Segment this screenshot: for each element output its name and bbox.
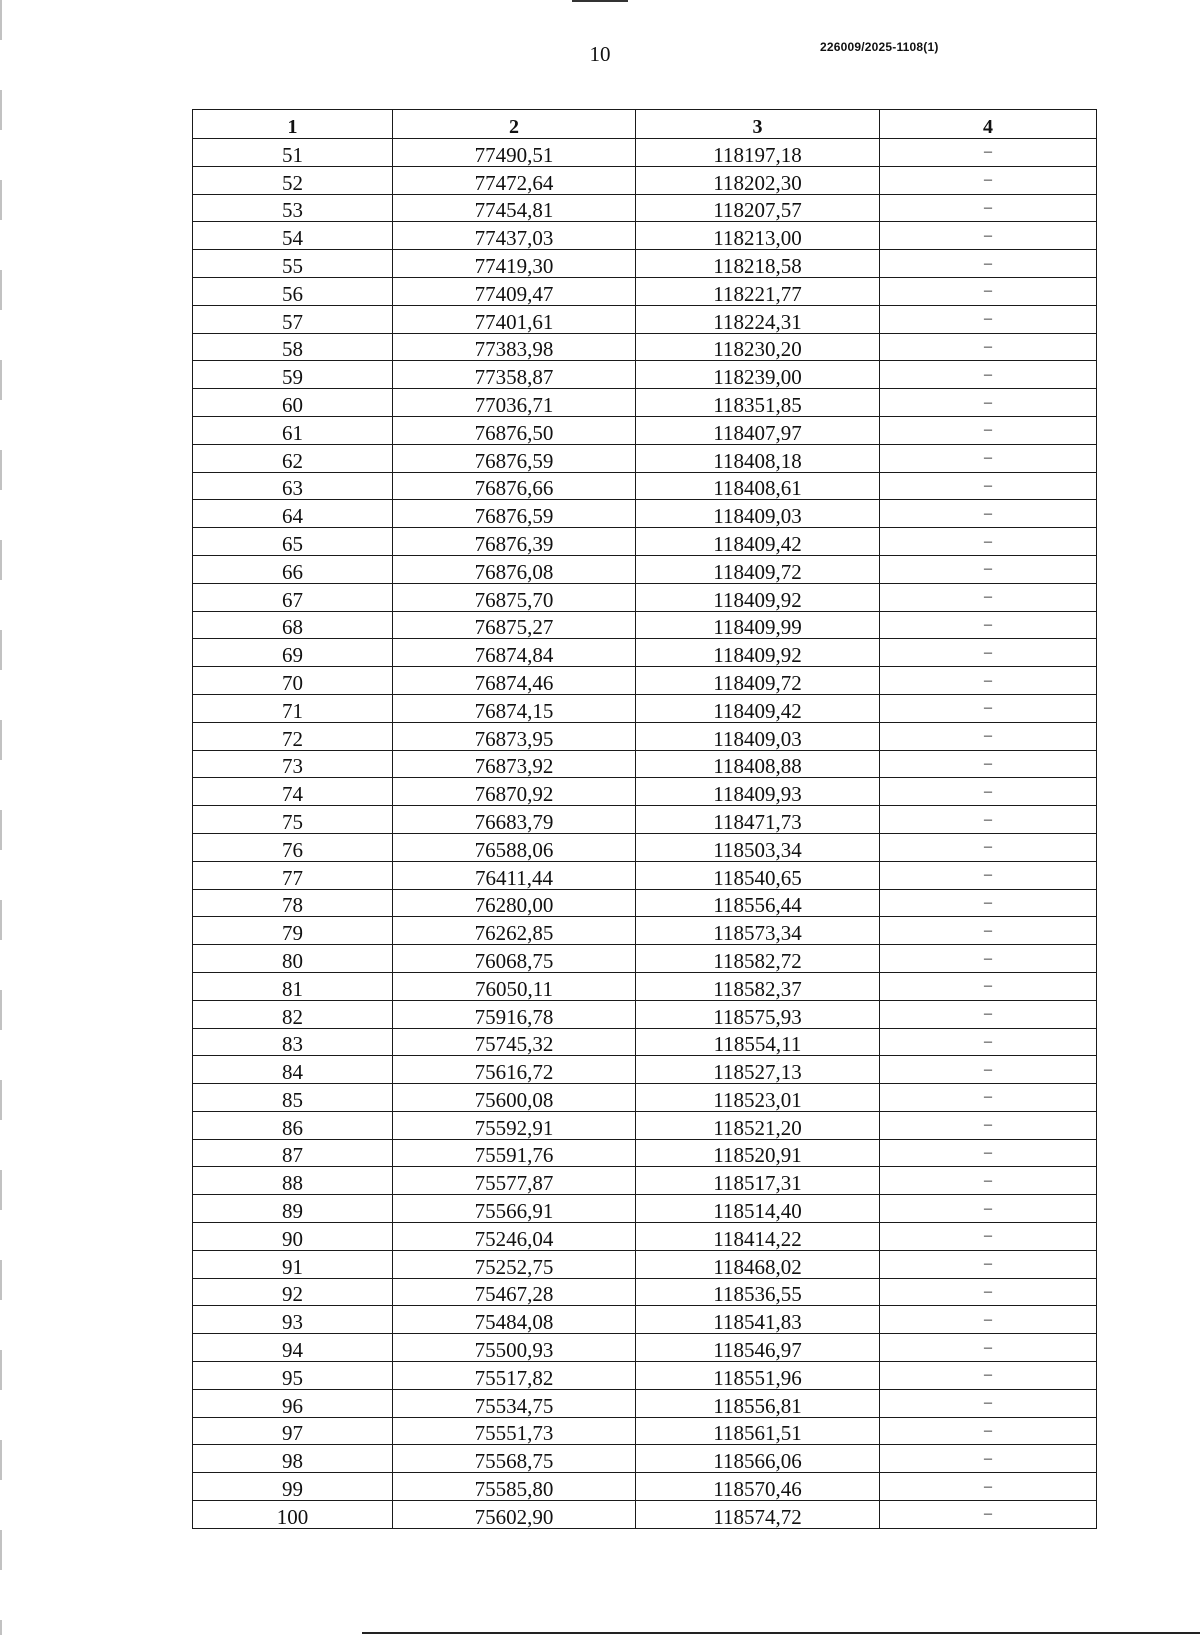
table-row [193, 333, 1097, 361]
point-number-cell: 65 [193, 528, 393, 556]
point-number-cell: 70 [193, 667, 393, 695]
y-coordinate-cell: 118523,01 [636, 1084, 880, 1112]
y-coordinate-cell: 118582,37 [636, 972, 880, 1000]
point-number-cell: 77 [193, 861, 393, 889]
x-coordinate-cell: 75577,87 [393, 1167, 636, 1195]
document-id: 226009/2025-1108(1) [820, 40, 939, 54]
table-row [193, 222, 1097, 250]
point-number-cell: 59 [193, 361, 393, 389]
point-number-cell: 66 [193, 555, 393, 583]
x-coordinate-cell: 76050,11 [393, 972, 636, 1000]
x-coordinate-cell: 77036,71 [393, 389, 636, 417]
x-coordinate-cell: 76683,79 [393, 806, 636, 834]
x-coordinate-cell: 77454,81 [393, 194, 636, 222]
note-cell: – [880, 1028, 1097, 1056]
y-coordinate-cell: 118409,93 [636, 778, 880, 806]
y-coordinate-cell: 118546,97 [636, 1334, 880, 1362]
note-cell: – [880, 1056, 1097, 1084]
x-coordinate-cell: 76068,75 [393, 945, 636, 973]
table-row [193, 250, 1097, 278]
y-coordinate-cell: 118213,00 [636, 222, 880, 250]
y-coordinate-cell: 118570,46 [636, 1473, 880, 1501]
point-number-cell: 80 [193, 945, 393, 973]
note-cell: – [880, 1417, 1097, 1445]
x-coordinate-cell: 76874,46 [393, 667, 636, 695]
table-row [193, 1278, 1097, 1306]
point-number-cell: 81 [193, 972, 393, 1000]
note-cell: – [880, 1362, 1097, 1390]
point-number-cell: 84 [193, 1056, 393, 1084]
note-cell: – [880, 194, 1097, 222]
note-cell: – [880, 861, 1097, 889]
table-row [193, 750, 1097, 778]
y-coordinate-cell: 118409,03 [636, 500, 880, 528]
note-cell: – [880, 139, 1097, 167]
note-cell: – [880, 1167, 1097, 1195]
x-coordinate-cell: 75500,93 [393, 1334, 636, 1362]
y-coordinate-cell: 118230,20 [636, 333, 880, 361]
x-coordinate-cell: 76588,06 [393, 833, 636, 861]
point-number-cell: 60 [193, 389, 393, 417]
table-body [193, 139, 1097, 1529]
x-coordinate-cell: 76262,85 [393, 917, 636, 945]
column-header-1: 1 [193, 110, 393, 139]
x-coordinate-cell: 77358,87 [393, 361, 636, 389]
point-number-cell: 56 [193, 277, 393, 305]
note-cell: – [880, 416, 1097, 444]
x-coordinate-cell: 76873,95 [393, 722, 636, 750]
x-coordinate-cell: 76870,92 [393, 778, 636, 806]
table-row [193, 861, 1097, 889]
note-cell: – [880, 806, 1097, 834]
coordinates-table-container [192, 109, 1096, 1529]
y-coordinate-cell: 118521,20 [636, 1111, 880, 1139]
note-cell: – [880, 528, 1097, 556]
x-coordinate-cell: 76876,08 [393, 555, 636, 583]
note-cell: – [880, 667, 1097, 695]
table-row [193, 1250, 1097, 1278]
table-row [193, 694, 1097, 722]
y-coordinate-cell: 118561,51 [636, 1417, 880, 1445]
note-cell: – [880, 694, 1097, 722]
note-cell: – [880, 1139, 1097, 1167]
y-coordinate-cell: 118408,88 [636, 750, 880, 778]
note-cell: – [880, 1306, 1097, 1334]
note-cell: – [880, 778, 1097, 806]
table-row [193, 1445, 1097, 1473]
point-number-cell: 58 [193, 333, 393, 361]
x-coordinate-cell: 75551,73 [393, 1417, 636, 1445]
header-row [193, 110, 1097, 139]
table-row [193, 1084, 1097, 1112]
y-coordinate-cell: 118239,00 [636, 361, 880, 389]
table-row [193, 194, 1097, 222]
x-coordinate-cell: 75616,72 [393, 1056, 636, 1084]
column-header-4: 4 [880, 110, 1097, 139]
table-row [193, 806, 1097, 834]
point-number-cell: 68 [193, 611, 393, 639]
note-cell: – [880, 250, 1097, 278]
y-coordinate-cell: 118409,99 [636, 611, 880, 639]
point-number-cell: 94 [193, 1334, 393, 1362]
point-number-cell: 69 [193, 639, 393, 667]
table-row [193, 1501, 1097, 1529]
y-coordinate-cell: 118517,31 [636, 1167, 880, 1195]
point-number-cell: 61 [193, 416, 393, 444]
point-number-cell: 75 [193, 806, 393, 834]
note-cell: – [880, 277, 1097, 305]
point-number-cell: 99 [193, 1473, 393, 1501]
y-coordinate-cell: 118409,92 [636, 639, 880, 667]
x-coordinate-cell: 75252,75 [393, 1250, 636, 1278]
x-coordinate-cell: 76876,50 [393, 416, 636, 444]
point-number-cell: 85 [193, 1084, 393, 1112]
x-coordinate-cell: 76876,66 [393, 472, 636, 500]
note-cell: – [880, 639, 1097, 667]
y-coordinate-cell: 118409,72 [636, 667, 880, 695]
note-cell: – [880, 1195, 1097, 1223]
y-coordinate-cell: 118221,77 [636, 277, 880, 305]
point-number-cell: 90 [193, 1223, 393, 1251]
point-number-cell: 62 [193, 444, 393, 472]
x-coordinate-cell: 76875,70 [393, 583, 636, 611]
x-coordinate-cell: 76876,59 [393, 500, 636, 528]
x-coordinate-cell: 75585,80 [393, 1473, 636, 1501]
y-coordinate-cell: 118573,34 [636, 917, 880, 945]
x-coordinate-cell: 75517,82 [393, 1362, 636, 1390]
y-coordinate-cell: 118351,85 [636, 389, 880, 417]
point-number-cell: 79 [193, 917, 393, 945]
y-coordinate-cell: 118409,03 [636, 722, 880, 750]
table-row [193, 917, 1097, 945]
note-cell: – [880, 750, 1097, 778]
x-coordinate-cell: 77472,64 [393, 166, 636, 194]
bottom-scan-rule [362, 1632, 1200, 1634]
x-coordinate-cell: 76876,39 [393, 528, 636, 556]
point-number-cell: 67 [193, 583, 393, 611]
x-coordinate-cell: 77490,51 [393, 139, 636, 167]
x-coordinate-cell: 76411,44 [393, 861, 636, 889]
table-row [193, 500, 1097, 528]
point-number-cell: 91 [193, 1250, 393, 1278]
note-cell: – [880, 917, 1097, 945]
y-coordinate-cell: 118556,44 [636, 889, 880, 917]
y-coordinate-cell: 118197,18 [636, 139, 880, 167]
note-cell: – [880, 1084, 1097, 1112]
note-cell: – [880, 1445, 1097, 1473]
y-coordinate-cell: 118503,34 [636, 833, 880, 861]
note-cell: – [880, 1000, 1097, 1028]
x-coordinate-cell: 75745,32 [393, 1028, 636, 1056]
note-cell: – [880, 889, 1097, 917]
y-coordinate-cell: 118409,92 [636, 583, 880, 611]
point-number-cell: 76 [193, 833, 393, 861]
y-coordinate-cell: 118551,96 [636, 1362, 880, 1390]
table-row [193, 1417, 1097, 1445]
table-row [193, 972, 1097, 1000]
x-coordinate-cell: 76876,59 [393, 444, 636, 472]
table-row [193, 166, 1097, 194]
table-row [193, 639, 1097, 667]
x-coordinate-cell: 75246,04 [393, 1223, 636, 1251]
table-row [193, 1306, 1097, 1334]
y-coordinate-cell: 118202,30 [636, 166, 880, 194]
y-coordinate-cell: 118409,42 [636, 528, 880, 556]
table-row [193, 1389, 1097, 1417]
note-cell: – [880, 1223, 1097, 1251]
x-coordinate-cell: 75916,78 [393, 1000, 636, 1028]
y-coordinate-cell: 118536,55 [636, 1278, 880, 1306]
y-coordinate-cell: 118414,22 [636, 1223, 880, 1251]
point-number-cell: 89 [193, 1195, 393, 1223]
y-coordinate-cell: 118541,83 [636, 1306, 880, 1334]
page-number: 10 [589, 42, 611, 66]
table-row [193, 305, 1097, 333]
table-header [193, 110, 1097, 139]
note-cell: – [880, 1389, 1097, 1417]
table-row [193, 389, 1097, 417]
note-cell: – [880, 361, 1097, 389]
point-number-cell: 87 [193, 1139, 393, 1167]
point-number-cell: 97 [193, 1417, 393, 1445]
table-row [193, 1473, 1097, 1501]
table-row [193, 833, 1097, 861]
table-row [193, 667, 1097, 695]
y-coordinate-cell: 118207,57 [636, 194, 880, 222]
table-row [193, 778, 1097, 806]
point-number-cell: 83 [193, 1028, 393, 1056]
note-cell: – [880, 945, 1097, 973]
y-coordinate-cell: 118408,18 [636, 444, 880, 472]
table-row [193, 889, 1097, 917]
x-coordinate-cell: 76874,15 [393, 694, 636, 722]
table-row [193, 1028, 1097, 1056]
x-coordinate-cell: 75592,91 [393, 1111, 636, 1139]
x-coordinate-cell: 77419,30 [393, 250, 636, 278]
note-cell: – [880, 500, 1097, 528]
point-number-cell: 96 [193, 1389, 393, 1417]
note-cell: – [880, 222, 1097, 250]
table-row [193, 722, 1097, 750]
y-coordinate-cell: 118471,73 [636, 806, 880, 834]
point-number-cell: 51 [193, 139, 393, 167]
note-cell: – [880, 333, 1097, 361]
y-coordinate-cell: 118224,31 [636, 305, 880, 333]
note-cell: – [880, 1111, 1097, 1139]
note-cell: – [880, 472, 1097, 500]
note-cell: – [880, 305, 1097, 333]
note-cell: – [880, 444, 1097, 472]
note-cell: – [880, 972, 1097, 1000]
x-coordinate-cell: 75484,08 [393, 1306, 636, 1334]
x-coordinate-cell: 75566,91 [393, 1195, 636, 1223]
x-coordinate-cell: 75534,75 [393, 1389, 636, 1417]
point-number-cell: 92 [193, 1278, 393, 1306]
x-coordinate-cell: 75600,08 [393, 1084, 636, 1112]
point-number-cell: 73 [193, 750, 393, 778]
table-row [193, 1056, 1097, 1084]
point-number-cell: 72 [193, 722, 393, 750]
table-row [193, 472, 1097, 500]
point-number-cell: 74 [193, 778, 393, 806]
note-cell: – [880, 833, 1097, 861]
table-row [193, 139, 1097, 167]
note-cell: – [880, 1334, 1097, 1362]
point-number-cell: 71 [193, 694, 393, 722]
point-number-cell: 86 [193, 1111, 393, 1139]
x-coordinate-cell: 76280,00 [393, 889, 636, 917]
point-number-cell: 64 [193, 500, 393, 528]
x-coordinate-cell: 75568,75 [393, 1445, 636, 1473]
point-number-cell: 54 [193, 222, 393, 250]
y-coordinate-cell: 118575,93 [636, 1000, 880, 1028]
y-coordinate-cell: 118408,61 [636, 472, 880, 500]
note-cell: – [880, 1473, 1097, 1501]
x-coordinate-cell: 75591,76 [393, 1139, 636, 1167]
table-row [193, 1111, 1097, 1139]
y-coordinate-cell: 118409,42 [636, 694, 880, 722]
coordinates-table [192, 109, 1097, 1529]
note-cell: – [880, 722, 1097, 750]
point-number-cell: 57 [193, 305, 393, 333]
table-row [193, 945, 1097, 973]
point-number-cell: 78 [193, 889, 393, 917]
table-row [193, 444, 1097, 472]
note-cell: – [880, 555, 1097, 583]
note-cell: – [880, 166, 1097, 194]
note-cell: – [880, 1278, 1097, 1306]
point-number-cell: 88 [193, 1167, 393, 1195]
column-header-3: 3 [636, 110, 880, 139]
x-coordinate-cell: 75602,90 [393, 1501, 636, 1529]
y-coordinate-cell: 118566,06 [636, 1445, 880, 1473]
point-number-cell: 93 [193, 1306, 393, 1334]
point-number-cell: 63 [193, 472, 393, 500]
table-row [193, 1167, 1097, 1195]
y-coordinate-cell: 118409,72 [636, 555, 880, 583]
note-cell: – [880, 1501, 1097, 1529]
point-number-cell: 52 [193, 166, 393, 194]
table-row [193, 555, 1097, 583]
column-header-2: 2 [393, 110, 636, 139]
point-number-cell: 55 [193, 250, 393, 278]
table-row [193, 277, 1097, 305]
table-row [193, 416, 1097, 444]
table-row [193, 583, 1097, 611]
y-coordinate-cell: 118527,13 [636, 1056, 880, 1084]
point-number-cell: 100 [193, 1501, 393, 1529]
note-cell: – [880, 583, 1097, 611]
y-coordinate-cell: 118554,11 [636, 1028, 880, 1056]
table-row [193, 1139, 1097, 1167]
y-coordinate-cell: 118520,91 [636, 1139, 880, 1167]
x-coordinate-cell: 76873,92 [393, 750, 636, 778]
point-number-cell: 95 [193, 1362, 393, 1390]
table-row [193, 1362, 1097, 1390]
x-coordinate-cell: 77409,47 [393, 277, 636, 305]
x-coordinate-cell: 76875,27 [393, 611, 636, 639]
y-coordinate-cell: 118218,58 [636, 250, 880, 278]
y-coordinate-cell: 118574,72 [636, 1501, 880, 1529]
note-cell: – [880, 611, 1097, 639]
point-number-cell: 53 [193, 194, 393, 222]
y-coordinate-cell: 118468,02 [636, 1250, 880, 1278]
x-coordinate-cell: 76874,84 [393, 639, 636, 667]
x-coordinate-cell: 75467,28 [393, 1278, 636, 1306]
y-coordinate-cell: 118514,40 [636, 1195, 880, 1223]
table-row [193, 611, 1097, 639]
left-scan-edge [0, 0, 2, 1635]
point-number-cell: 82 [193, 1000, 393, 1028]
x-coordinate-cell: 77401,61 [393, 305, 636, 333]
note-cell: – [880, 389, 1097, 417]
table-row [193, 361, 1097, 389]
table-row [193, 1334, 1097, 1362]
top-scan-rule [572, 0, 628, 2]
y-coordinate-cell: 118407,97 [636, 416, 880, 444]
y-coordinate-cell: 118556,81 [636, 1389, 880, 1417]
table-row [193, 1223, 1097, 1251]
y-coordinate-cell: 118582,72 [636, 945, 880, 973]
x-coordinate-cell: 77383,98 [393, 333, 636, 361]
table-row [193, 528, 1097, 556]
point-number-cell: 98 [193, 1445, 393, 1473]
note-cell: – [880, 1250, 1097, 1278]
table-row [193, 1000, 1097, 1028]
x-coordinate-cell: 77437,03 [393, 222, 636, 250]
table-row [193, 1195, 1097, 1223]
y-coordinate-cell: 118540,65 [636, 861, 880, 889]
